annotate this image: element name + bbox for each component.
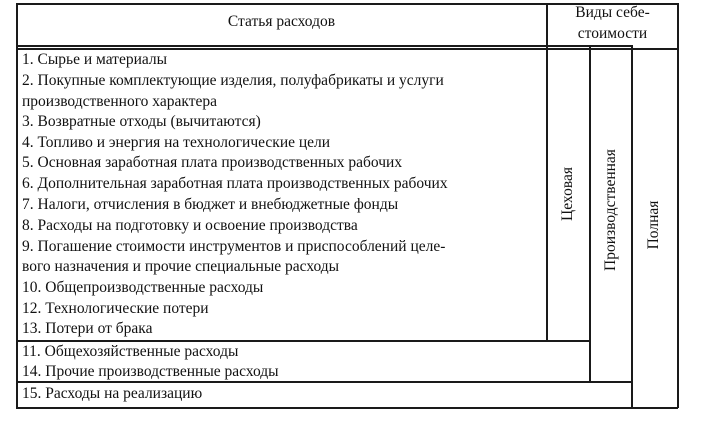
cost-types-header-line1: Виды себе- — [575, 4, 650, 21]
list-item: вого назначения и прочие специальные расходы — [22, 258, 340, 275]
cost-types-header-line2: стоимости — [577, 25, 648, 42]
full-cost-label: Полная — [645, 200, 662, 250]
list-item: 12. Технологические потери — [22, 300, 209, 317]
article-column-header: Статья расходов — [227, 13, 336, 30]
shop-cost-label: Цеховая — [559, 167, 576, 221]
production-column-right-border — [631, 45, 633, 408]
article-column-right-border — [546, 3, 548, 341]
list-item: 7. Налоги, отчисления в бюджет и внебюджетные фонды — [22, 196, 399, 213]
list-item: 5. Основная заработная плата производственных рабочих — [22, 154, 403, 171]
list-item: 15. Расходы на реализацию — [22, 385, 203, 402]
table-left-border — [16, 3, 18, 408]
list-item: 4. Топливо и энергия на технологические цели — [22, 134, 331, 151]
list-item: 8. Расходы на подготовку и освоение производства — [22, 217, 358, 234]
list-item: 13. Потери от брака — [22, 320, 153, 337]
production-cost-label: Производственная — [602, 149, 619, 271]
list-item: 14. Прочие производственные расходы — [22, 363, 279, 380]
list-item: 1. Сырье и материалы — [22, 51, 168, 68]
table-right-border — [677, 3, 679, 408]
list-item: 3. Возвратные отходы (вычитаются) — [22, 113, 261, 130]
list-item: 11. Общехозяйственные расходы — [22, 343, 239, 360]
shop-column-right-border — [589, 45, 591, 382]
list-item: 6. Дополнительная заработная плата производственных рабочих — [22, 175, 448, 192]
list-item: 10. Общепроизводственные расходы — [22, 279, 264, 296]
list-item: производственного характера — [22, 93, 217, 110]
table-bottom-border — [16, 407, 678, 409]
list-item: 9. Погашение стоимости инструментов и приспособлений целе- — [22, 238, 446, 255]
header-divider — [16, 45, 631, 47]
list-item: 2. Покупные комплектующие изделия, полуфабрикаты и услуги — [22, 72, 444, 89]
